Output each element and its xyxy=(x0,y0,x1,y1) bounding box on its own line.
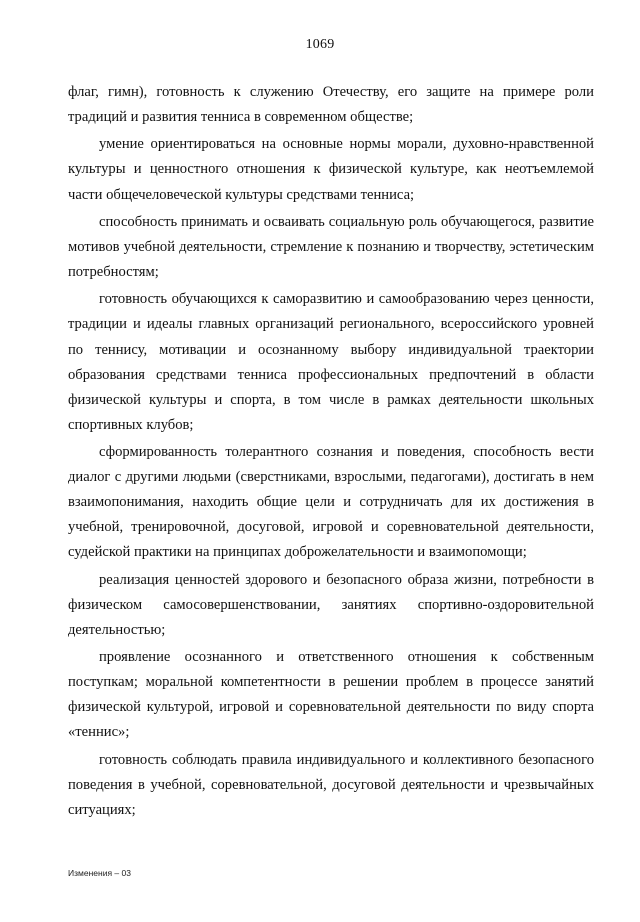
paragraph: способность принимать и осваивать социальную роль обучающегося, развитие мотивов учебной деятельности, стремление к познанию и творчеству, эстетическим потребностям; xyxy=(68,213,594,281)
paragraph: флаг, гимн), готовность к служению Отечеству, его защите на примере роли традиций и развития тенниса в современном обществе; xyxy=(68,84,594,126)
paragraph: готовность соблюдать правила индивидуального и коллективного безопасного поведения в учебной, соревновательной, досуговой деятельности и чрезвычайных ситуациях; xyxy=(68,751,594,818)
paragraph: умение ориентироваться на основные нормы морали, духовно-нравственной культуры и ценностного отношения к физической культуре, как неотъемлемой части общечеловеческой культуры средствами тенниса; xyxy=(68,136,594,203)
paragraph: реализация ценностей здорового и безопасного образа жизни, потребности в физическом самосовершенствовании, занятиях спортивно-оздоровительной деятельностью; xyxy=(68,571,594,638)
footer-note: Изменения – 03 xyxy=(68,868,131,878)
paragraph: сформированность толерантного сознания и поведения, способность вести диалог с другими людьми (сверстниками, взрослыми, педагогами), достигать в нем взаимопонимания, находить общие цели и сотрудничать для их достижения в учебной, тренировочной, досуговой, игровой и соревновательной деятельности, судейской практики на принципах доброжелательности и взаимопомощи; xyxy=(68,444,594,561)
document-body xyxy=(68,80,594,823)
page-number: 1069 xyxy=(305,37,335,52)
paragraph: проявление осознанного и ответственного отношения к собственным поступкам; моральной компетентности в решении проблем в процессе занятий физической культурой, игровой и соревновательной деятельности по виду спорта «теннис»; xyxy=(68,649,594,741)
paragraph: готовность обучающихся к саморазвитию и самообразованию через ценности, традиции и идеалы главных организаций регионального, всероссийского уровней по теннису, мотивации и осознанному выбору индивидуальной траектории образования средствами тенниса профессиональных предпочтений в области физической культуры и спорта, в том числе в рамках деятельности школьных спортивных клубов; xyxy=(68,291,594,433)
